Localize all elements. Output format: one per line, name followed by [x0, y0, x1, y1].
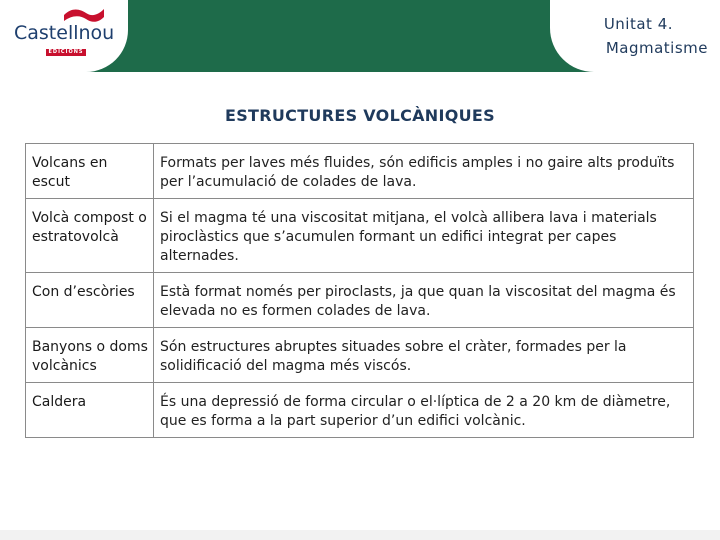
- structure-definition: Si el magma té una viscositat mitjana, el volcà allibera lava i materials piroclàstics que s’acumulen formant un edifici integrat per capes alternades.: [154, 199, 694, 273]
- structure-definition: Formats per laves més fluides, són edificis amples i no gaire alts produïts per l’acumulació de colades de lava.: [154, 144, 694, 199]
- structure-definition: És una depressió de forma circular o el·líptica de 2 a 20 km de diàmetre, que es forma a la part superior d’un edifici volcànic.: [154, 383, 694, 438]
- table-row: [26, 273, 694, 328]
- page-title: ESTRUCTURES VOLCÀNIQUES: [225, 106, 495, 125]
- volcanic-structures-table: [25, 143, 694, 438]
- table-row: [26, 383, 694, 438]
- unit-label: Unitat 4.: [603, 15, 673, 33]
- structure-term: Banyons o doms volcànics: [26, 328, 154, 383]
- footer-band: [0, 530, 720, 540]
- structure-term: Caldera: [26, 383, 154, 438]
- table-row: [26, 328, 694, 383]
- logo-wordmark: Castellnou: [14, 22, 115, 44]
- unit-heading: [550, 0, 720, 72]
- structure-term: Volcà compost o estratovolcà: [26, 199, 154, 273]
- header-bar: [0, 0, 720, 72]
- logo-subtitle: EDICIONS: [46, 49, 86, 56]
- structure-term: Volcans en escut: [26, 144, 154, 199]
- table-row: [26, 144, 694, 199]
- structure-definition: Són estructures abruptes situades sobre el cràter, formades per la solidificació del magma més viscós.: [154, 328, 694, 383]
- topic-label: Magmatisme: [605, 39, 708, 57]
- structure-definition: Està format només per piroclasts, ja que quan la viscositat del magma és elevada no es formen colades de lava.: [154, 273, 694, 328]
- table-row: [26, 199, 694, 273]
- structure-term: Con d’escòries: [26, 273, 154, 328]
- publisher-logo: [0, 0, 128, 72]
